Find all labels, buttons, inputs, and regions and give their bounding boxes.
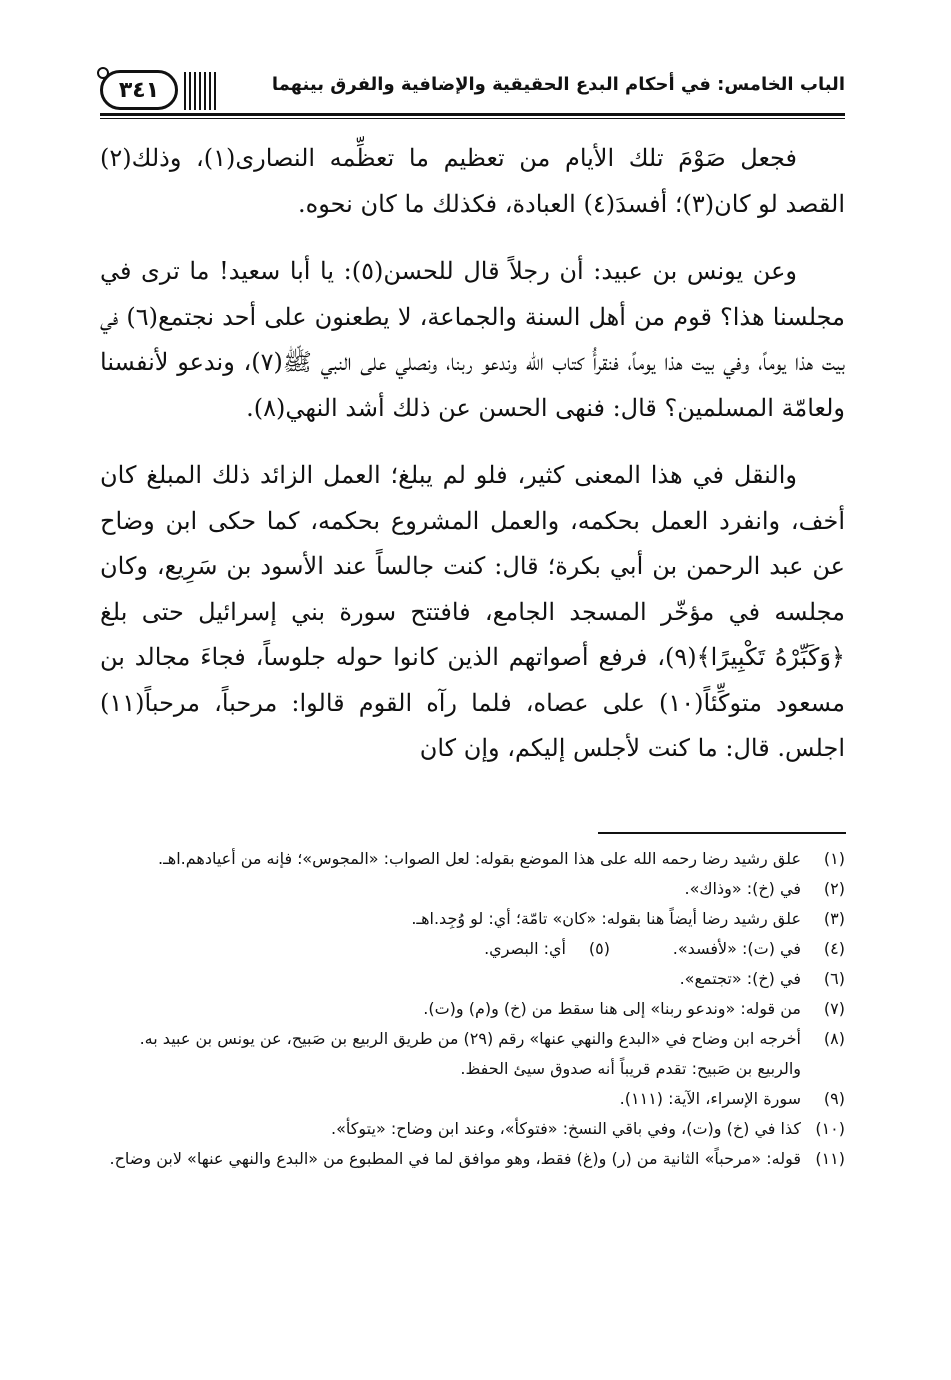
footnote-separator <box>598 832 846 834</box>
footnote-number: (٢) <box>823 879 845 898</box>
footnote-6 <box>100 964 845 994</box>
footnote-number: (٦) <box>823 969 845 988</box>
footnote-text: علق رشيد رضا أيضاً هنا بقوله: «كان» تامّة؛ أي: لو وُجِد.اهـ. <box>411 909 801 928</box>
decorative-bars <box>184 72 218 110</box>
footnote-3 <box>100 904 845 934</box>
footnote-8 <box>100 1024 845 1054</box>
footnote-number: (٩) <box>823 1089 845 1108</box>
paragraph: فجعل صَوْمَ تلك الأيام من تعظيم ما تعظِّمه النصارى(١)، وذلك(٢) القصد لو كان(٣)؛ أفسدَ(٤) العبادة، فكذلك ما كان نحوه. <box>100 144 845 218</box>
footnote-9 <box>100 1084 845 1114</box>
footnote-11 <box>100 1144 845 1174</box>
footnote-8-continuation <box>100 1054 845 1084</box>
footnote-number: (٥) <box>588 939 610 958</box>
footnote-5 <box>484 934 610 964</box>
footnote-7 <box>100 994 845 1024</box>
footnote-text: علق رشيد رضا رحمه الله على هذا الموضع بقوله: لعل الصواب: «المجوس»؛ فإنه من أعيادهم.اهـ. <box>157 849 801 868</box>
chapter-title: الباب الخامس: في أحكام البدع الحقيقية والإضافية والفرق بينهما <box>271 74 845 95</box>
footnote-text: والربيع بن صَبيح: تقدم قريباً أنه صدوق سيئ الحفظ. <box>460 1059 801 1078</box>
footnote-text: في (ت): «لأفسد». <box>672 939 801 958</box>
paragraph: وعن يونس بن عبيد: أن رجلاً قال للحسن(٥): يا أبا سعيد! ما ترى في مجلسنا هذا؟ قوم من أهل السنة والجماعة، لا يطعنون على أحد نجتمع(٦) في بيت هذا يوماً، وفي بيت هذا يوماً، فنقرأُ كتاب الله وندعو ربنا، ونصلي على النبي ﷺ(٧)، وندعو لأنفسنا ولعامّة المسلمين؟ قال: فنهى الحسن عن ذلك أشد النهي(٨). <box>100 257 846 422</box>
footnote-text: قوله: «مرحباً» الثانية من (ر) و(غ) فقط، وهو موافق لما في المطبوع من «البدع والنهي عنها» لابن وضاح. <box>109 1149 801 1168</box>
footnote-text: في (خ): «وذاك». <box>684 879 801 898</box>
footnote-text: سورة الإسراء، الآية: (١١١). <box>619 1089 801 1108</box>
footnote-text: من قوله: «وندعو ربنا» إلى هنا سقط من (خ) و(م) و(ت). <box>423 999 801 1018</box>
header-rule-thick <box>100 113 845 116</box>
footnote-number: (٧) <box>823 999 845 1018</box>
ornament-dot <box>97 67 109 79</box>
footnote-number: (٨) <box>823 1029 845 1048</box>
footnote-number: (٣) <box>823 909 845 928</box>
page-number: ٣٤١ <box>118 77 160 103</box>
running-header <box>100 68 845 118</box>
footnote-text: كذا في (خ) و(ت)، وفي باقي النسخ: «فتوكأ»، وعند ابن وضاح: «يتوكأ». <box>331 1119 801 1138</box>
paragraph: والنقل في هذا المعنى كثير، فلو لم يبلغ؛ العمل الزائد ذلك المبلغ كان أخف، وانفرد العمل بحكمه، والعمل المشروع بحكمه، كما حكى ابن وضاح عن عبد الرحمن بن أبي بكرة؛ قال: كنت جالساً عند الأسود بن سَرِيع، وكان مجلسه في مؤخّر المسجد الجامع، فافتتح سورة بني إسرائيل حتى بلغ ﴿وَكَبِّرْهُ تَكْبِيرًا﴾(٩)، فرفع أصواتهم الذين كانوا حوله جلوساً، فجاءَ مجالد بن مسعود متوكِّئاً(١٠) على عصاه، فلما رآه القوم قالوا: مرحباً، مرحباً(١١) اجلس. قال: ما كنت لأجلس إليكم، وإن كان <box>100 461 845 762</box>
footnote-number: (٤) <box>823 939 845 958</box>
footnote-number: (١) <box>823 849 845 868</box>
footnote-number: (١٠) <box>815 1119 845 1138</box>
header-rule-thin <box>100 118 845 119</box>
page-number-badge <box>100 70 178 110</box>
footnote-pair <box>100 934 845 964</box>
footnote-10 <box>100 1114 845 1144</box>
footnote-text: أي: البصري. <box>484 939 566 958</box>
footnote-4 <box>610 934 845 964</box>
footnote-number: (١١) <box>815 1149 845 1168</box>
footnotes <box>100 844 845 1174</box>
footnote-text: أخرجه ابن وضاح في «البدع والنهي عنها» رقم (٢٩) من طريق الربيع بن صَبيح، عن يونس بن عبيد به. <box>139 1029 801 1048</box>
footnote-1 <box>100 844 845 874</box>
footnote-2 <box>100 874 845 904</box>
footnote-text: في (خ): «تجتمع». <box>679 969 801 988</box>
main-text <box>100 136 845 772</box>
